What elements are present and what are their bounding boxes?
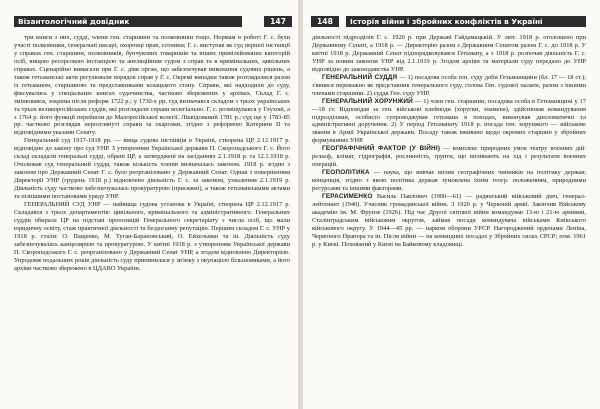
right-page-body	[312, 34, 586, 405]
entry-term: ГЕНЕРАЛЬНИЙ СУДДЯ	[322, 73, 398, 81]
entry-term: ГЕОГРАФІЧНИЙ ФАКТОР (У ВІЙНІ)	[322, 145, 441, 153]
entry-term: ГЕОПОЛІТИКА	[322, 169, 370, 177]
right-page-header	[311, 16, 586, 27]
right-paragraph	[312, 169, 586, 193]
left-paragraph: ГЕНЕРАЛЬНИЙ СУД УНР — найвища судова установа в Україні, створена ЦР 2.12.1917 р. Складався з трьох департаментів: цивільного, кримінального та адміністративного. Генеральних суддів обирала ЦР на підставі пропозицій Генерального секретаріату з числа осіб, що мали юридичну освіту, стаж практичної діяльності та бездоганну репутацію. Першим складом Г. с. УНР у 1918 р. стали: О. Пащенко, М. Туган-Барановський, О. Ейхельман та ін. Діяльність суду забезпечувалась канцелярією та прокуратурою. У квітні 1918 р. з утворенням Української держави П. Скоропадського Г. с. реорганізовано у Державний Сенат УНР, а згодом відновлено Директорією. Упродовж подальших років діяльність суду припинилася у зв'язку з окупацією більшовиками, а його архіви частково збережено в ЦДАВО України.	[14, 201, 290, 272]
right-paragraph	[312, 98, 586, 146]
entry-term: ГЕНЕРАЛЬНИЙ ХОРУНЖИЙ	[322, 97, 413, 105]
left-paragraph: три книги з них, судді, члени ген. старшини та полковники тощо. Нормам в роботі Г. с. були участі полковники, генеральні писарі, охоронці прав, сотники; Г. с. виступав як суд першої інстанції у справах ген. старшини, полковників, бунчукових товаришів та інших привілейованих категорій осіб, вищою ресорсовою інстанцією та апеляційним судом з справ та в кримінальних, цивільних справах. Сценарійно вимагали при Г. с. діяв орган, що забезпечував виконання судових рішень, а також гетьманські акти регулювали порядок справ у Г. с. Окремі випадки також розглядалися разом із гетьманом, старшиною та представниками козацького стану. Справи, які надходили до суду, фіксувались у спеціальних книгах судочинства, частково збережених у архівах. Склад Г. с. змінювався, зокрема після реформ 1722 р.; у 1730-х рр. суд визначався складом з трьох українських та трьох великоросійських суддів, які розглядали справи колегіально. Г. с. розміщувався у Глухові, а з 1764 р. його функції перейшли до Малоросійської колегії. Ліквідований 1781 р.; суд ще у 1783-85 рр. частково розглядав нерозглянуті справи за скаргами, згідно з реформою Катерини ІІ та відповідними указами Сенату.	[14, 34, 290, 137]
right-paragraph	[312, 145, 586, 169]
entry-text: діяльності підрозділів Г. с. 1920 р. при Державі Гайдамацькій. У лют. 1918 р. оголошено при Державному Сенаті, а 1918 р. — Директорію разом з Державним Сенатом разом Г. с. до 1918 р. У квітні 1918 р. Державний Сенат підпорядковувався Гетьману, а з 1918 р. розпочав діяльність Г. с. УНР за новим законом УНР від 2.1.1919 р. Згодом архіви та матеріали суду передано до УНР відповідно до законодавства УНР.	[312, 34, 586, 73]
right-paragraph	[312, 34, 586, 74]
left-page-header	[14, 16, 292, 27]
entry-term: ГЕРАСИМЕНКО	[322, 193, 373, 201]
right-paragraph	[312, 193, 586, 249]
left-page-body	[14, 34, 290, 405]
right-running-title: Історія війни і збройних конфліктів в Україні	[346, 16, 586, 27]
entry-text: — комплекс природних умов театру воєнних дій: рельєф, клімат, гідрографія, рослинність, ґрунти, що впливають на хід і результати воєнних операцій.	[312, 145, 586, 169]
entry-text: — наука, що вивчає вплив географічних чинників на політику держав; концепція, згідно з якою політика держав зумовлена їхнім геогр. положенням, природними ресурсами та іншими факторами.	[312, 169, 586, 193]
left-running-title: Візантологічний довідник	[14, 16, 242, 27]
left-page-number: 147	[264, 16, 292, 27]
right-paragraph	[312, 74, 586, 98]
entry-text: — 1) посадова особа ген. суду доби Гетьманщини (бл. 17 — 18 ст.); з'явився переважно як представник генерального суду, голова Ген. судової палати, разом з іншими членами старшини. 2) суддя Ген. суду УНР.	[312, 73, 586, 97]
right-page	[303, 0, 600, 409]
left-paragraph: Генеральний суд 1917-1918 рр. — вища судова інстанція в Україні, створена ЦР 2.12.1917 р. відповідно до закону про суд УНР. З утворенням Української держави П. Скоропадського Г. с. Його склад складали генеральні судді, обрані ЦР, а затверджені на засіданнях 2.1.1918 р. та 12.1.1918 р. Очолював суд генеральний суддя, також кількість членів визначалась законом. 1918 р. згідно з законом про Державний Сенат Г. с. було реорганізовано у Державний Сенат. Однак з поверненням Директорії УНР (грудень 1918 р.) відновлено діяльність Г. с. за законом, ухваленим 2.1.1919 р. Діяльність суду частково забезпечувалась прокуратурою (присяжні), а також гетьманськими актами та пізнішими постановами уряду УНР.	[14, 137, 290, 201]
entry-text: Василь Павлович (1900—61) — радянський військовий діяч, генерал-лейтенант (1940). Учасник громадянської війни. З 1920 р. у Червоній армії. Закінчив Військову академію ім. М. Фрунзе (1926). Під час Другої світової війни командував 13-ю і 21-ю арміями, Сталінградським військовим округом, займав посади командувача військами Київського військового округу. У 1944—45 рр. — нарком оборони УРСР. Нагороджений орденами Леніна, Червоного Прапора та ін. Після війни — на командних посадах у Збройних силах СРСР; пом. 1961 р. у Києві. Похований у Києві на Байковому кладовищі.	[312, 193, 586, 248]
right-page-number: 148	[311, 16, 339, 27]
entry-text: — 1) член ген. старшини, посадова особа в Гетьманщині у 17—18 ст. Відповідав за ген. військові клейноди (хоругви, знамена), здійснював командування підрозділами, особисто супроводжував гетьмана в походах, виконував дипломатичні та адміністративні доручення. 2) У період Гетьманату 1918 р. посада ген. хорунжого — військове звання в Армії Української держави. Посаду також вживано щодо окремих старшин у збройних формуваннях УНР.	[312, 97, 586, 145]
left-page	[0, 0, 298, 409]
